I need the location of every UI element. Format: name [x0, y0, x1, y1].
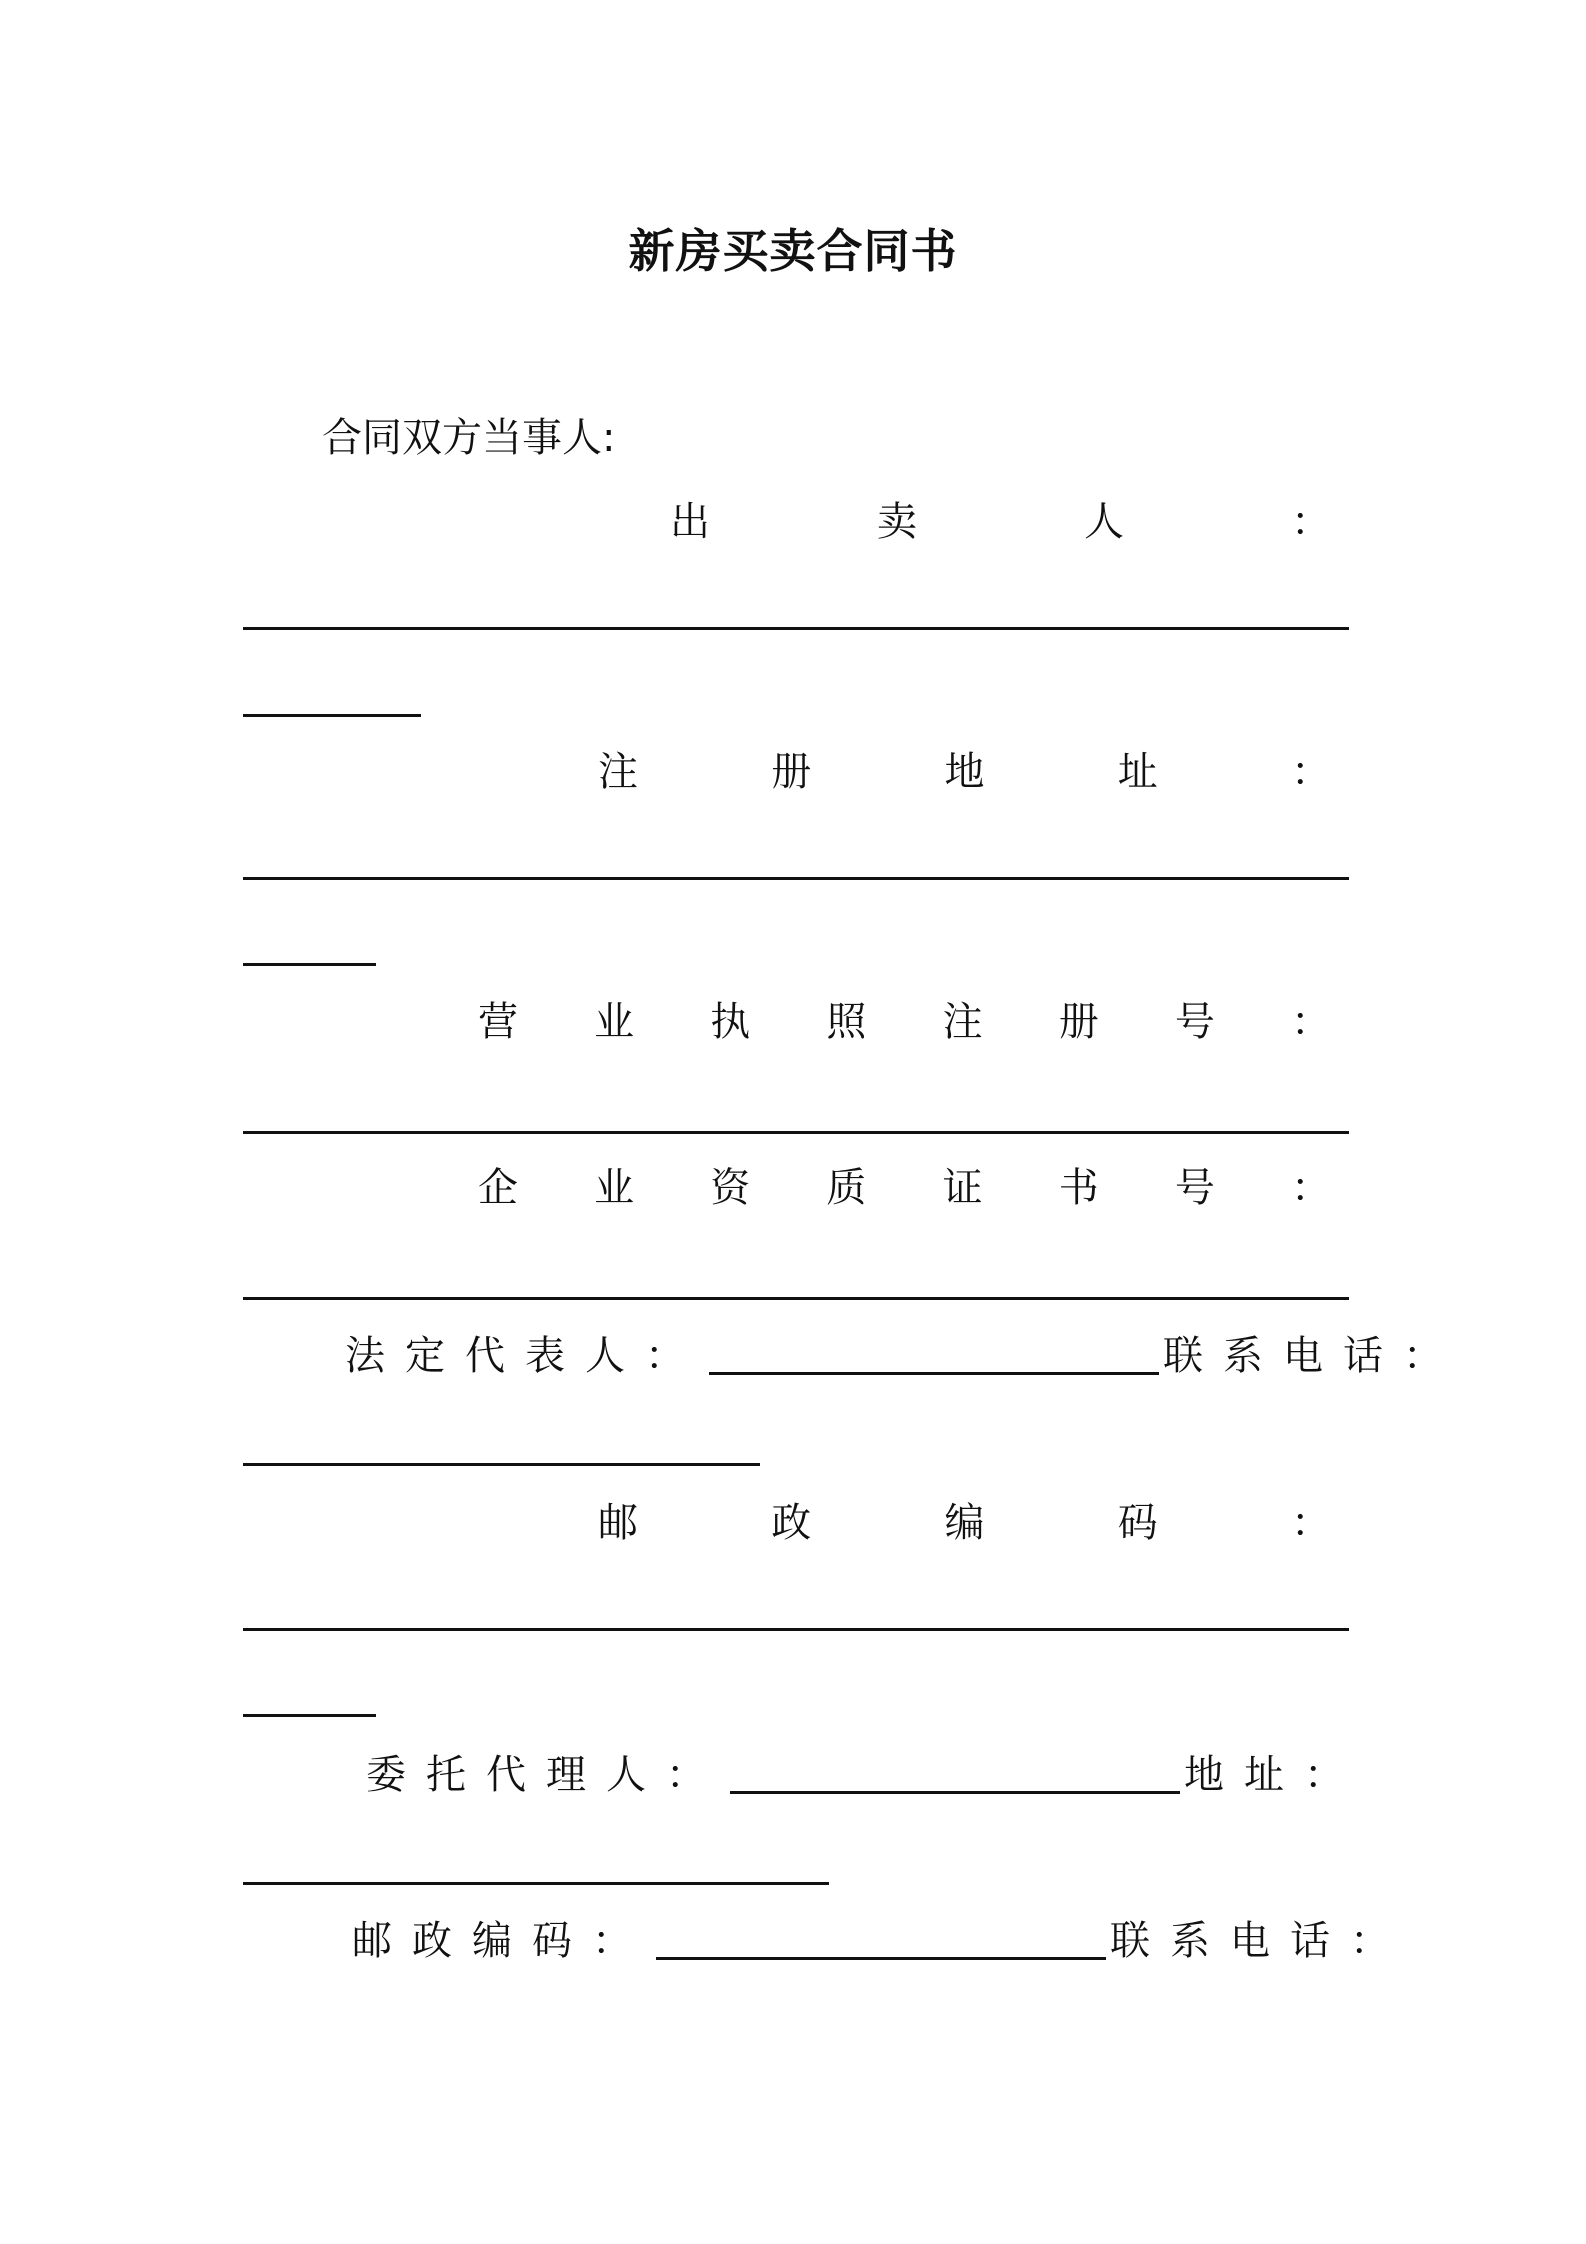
postcode-char: 邮 [598, 1500, 638, 1546]
business-license-line [243, 1131, 1349, 1134]
agent-address-label: 地址： [1184, 1752, 1364, 1798]
agent-postcode-line [656, 1957, 1106, 1960]
address-char: ： [1291, 749, 1331, 795]
document-title: 新房买卖合同书 [628, 224, 958, 278]
license-char: 营 [478, 999, 518, 1045]
legal-rep-label: 法定代表人： [345, 1333, 705, 1379]
agent-name-line [730, 1791, 1180, 1794]
registered-address-line-cont [243, 963, 376, 966]
agent-phone-label: 联系电话： [1110, 1918, 1410, 1964]
seller-label-chars [670, 499, 1331, 545]
legal-rep-row [345, 1333, 1463, 1379]
license-char: 业 [594, 999, 635, 1045]
license-char: 照 [826, 999, 867, 1045]
license-char: 执 [710, 999, 751, 1045]
qualification-cert-line [243, 1297, 1349, 1300]
qualification-char: 证 [942, 1165, 983, 1211]
seller-char: 卖 [877, 499, 917, 545]
seller-postcode-line [243, 1628, 1349, 1631]
qualification-char: ： [1290, 1165, 1331, 1211]
agent-row [366, 1752, 1364, 1798]
legal-rep-phone-line [243, 1463, 760, 1466]
seller-label [670, 499, 1331, 547]
seller-postcode-label [598, 1500, 1331, 1548]
seller-name-line-cont [243, 714, 421, 717]
seller-name-line [243, 627, 1349, 630]
license-char: 册 [1058, 999, 1099, 1045]
address-char: 地 [944, 749, 985, 795]
agent-address-line [243, 1882, 829, 1885]
business-license-label [478, 999, 1331, 1047]
registered-address-line [243, 877, 1349, 880]
postcode-char: 码 [1117, 1500, 1158, 1546]
qualification-char: 资 [710, 1165, 751, 1211]
postcode-char: 编 [944, 1500, 985, 1546]
qualification-char: 号 [1174, 1165, 1215, 1211]
legal-rep-line [709, 1372, 1159, 1375]
agent-label: 委托代理人： [366, 1752, 726, 1798]
address-char: 址 [1117, 749, 1158, 795]
address-char: 册 [771, 749, 812, 795]
address-char: 注 [598, 749, 638, 795]
seller-char: 出 [670, 499, 710, 545]
registered-address-label [598, 749, 1331, 797]
qualification-char: 书 [1058, 1165, 1099, 1211]
qualification-cert-label [478, 1165, 1331, 1213]
license-char: 号 [1174, 999, 1215, 1045]
qualification-char: 企 [478, 1165, 518, 1211]
seller-postcode-line-cont [243, 1714, 376, 1717]
legal-rep-phone-label: 联系电话： [1163, 1333, 1463, 1379]
qualification-char: 质 [826, 1165, 867, 1211]
parties-intro: 合同双方当事人: [322, 415, 616, 461]
license-char: ： [1290, 999, 1331, 1045]
seller-char: 人 [1084, 499, 1124, 545]
license-char: 注 [942, 999, 983, 1045]
postcode-char: ： [1291, 1500, 1331, 1546]
postcode-char: 政 [771, 1500, 812, 1546]
agent-postcode-label: 邮政编码： [352, 1918, 652, 1964]
seller-char: ： [1291, 499, 1331, 545]
qualification-char: 业 [594, 1165, 635, 1211]
agent-postcode-row [352, 1918, 1410, 1964]
